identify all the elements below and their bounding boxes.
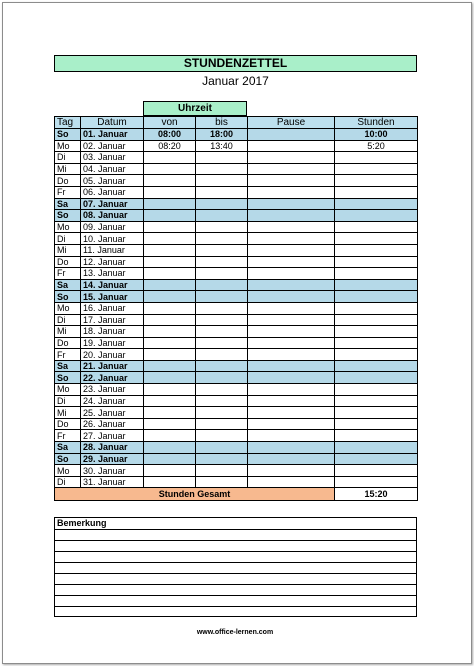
- date-cell: 12. Januar: [81, 256, 144, 268]
- table-row: [55, 314, 418, 326]
- to-time-cell[interactable]: [196, 326, 248, 338]
- date-cell: 14. Januar: [81, 279, 144, 291]
- from-time-cell[interactable]: [144, 302, 196, 314]
- table-row: [55, 349, 418, 361]
- table-row: [55, 198, 418, 210]
- date-cell: 10. Januar: [81, 233, 144, 245]
- to-time-cell[interactable]: [196, 279, 248, 291]
- total-label: Stunden Gesamt: [55, 488, 335, 501]
- hours-cell[interactable]: [335, 395, 418, 407]
- from-time-cell[interactable]: [144, 407, 196, 419]
- from-time-cell[interactable]: [144, 256, 196, 268]
- day-cell: Mo: [55, 384, 81, 396]
- hours-cell[interactable]: [335, 152, 418, 164]
- day-cell: Sa: [55, 279, 81, 291]
- table-row: [55, 256, 418, 268]
- to-time-cell[interactable]: [196, 349, 248, 361]
- date-cell: 18. Januar: [81, 326, 144, 338]
- table-row: [55, 418, 418, 430]
- date-cell: 17. Januar: [81, 314, 144, 326]
- day-cell: Do: [55, 418, 81, 430]
- day-cell: Mi: [55, 163, 81, 175]
- table-row: [55, 233, 418, 245]
- hours-cell[interactable]: [335, 326, 418, 338]
- day-cell: So: [55, 129, 81, 141]
- day-cell: Do: [55, 256, 81, 268]
- table-row: [55, 360, 418, 372]
- pause-cell[interactable]: [248, 453, 335, 465]
- pause-cell[interactable]: [248, 395, 335, 407]
- from-time-cell[interactable]: [144, 453, 196, 465]
- day-cell: Mo: [55, 302, 81, 314]
- hours-cell[interactable]: [335, 198, 418, 210]
- hours-cell[interactable]: 10:00: [335, 129, 418, 141]
- table-row: [55, 186, 418, 198]
- day-cell: Mi: [55, 326, 81, 338]
- table-row: [55, 337, 418, 349]
- sheet-title: STUNDENZETTEL: [54, 55, 417, 72]
- day-cell: Do: [55, 175, 81, 187]
- pause-cell[interactable]: [248, 442, 335, 454]
- day-cell: Fr: [55, 268, 81, 280]
- date-cell: 20. Januar: [81, 349, 144, 361]
- pause-cell[interactable]: [248, 360, 335, 372]
- table-row: [55, 279, 418, 291]
- table-row: [55, 326, 418, 338]
- to-time-cell[interactable]: [196, 442, 248, 454]
- hours-cell[interactable]: [335, 186, 418, 198]
- header-row: [55, 117, 418, 129]
- to-time-cell[interactable]: [196, 175, 248, 187]
- date-cell: 25. Januar: [81, 407, 144, 419]
- pause-cell[interactable]: [248, 314, 335, 326]
- remarks-line[interactable]: [55, 530, 416, 541]
- remarks-line[interactable]: [55, 596, 416, 607]
- to-time-cell[interactable]: [196, 395, 248, 407]
- from-time-cell[interactable]: [144, 349, 196, 361]
- hours-cell[interactable]: [335, 302, 418, 314]
- to-time-cell[interactable]: [196, 244, 248, 256]
- to-time-cell[interactable]: [196, 221, 248, 233]
- table-row: [55, 129, 418, 141]
- hours-cell[interactable]: [335, 256, 418, 268]
- to-time-cell[interactable]: 18:00: [196, 129, 248, 141]
- hours-cell[interactable]: [335, 268, 418, 280]
- from-time-cell[interactable]: [144, 233, 196, 245]
- date-cell: 13. Januar: [81, 268, 144, 280]
- date-cell: 06. Januar: [81, 186, 144, 198]
- to-time-cell[interactable]: [196, 291, 248, 303]
- from-time-cell[interactable]: 08:20: [144, 140, 196, 152]
- to-time-cell[interactable]: [196, 302, 248, 314]
- hours-cell[interactable]: [335, 279, 418, 291]
- col-header-datum: Datum: [81, 117, 144, 129]
- day-cell: So: [55, 210, 81, 222]
- day-cell: Di: [55, 152, 81, 164]
- table-row: [55, 291, 418, 303]
- day-cell: So: [55, 372, 81, 384]
- day-cell: Mi: [55, 407, 81, 419]
- date-cell: 15. Januar: [81, 291, 144, 303]
- date-cell: 09. Januar: [81, 221, 144, 233]
- date-cell: 26. Januar: [81, 418, 144, 430]
- date-cell: 27. Januar: [81, 430, 144, 442]
- table-row: [55, 302, 418, 314]
- date-cell: 08. Januar: [81, 210, 144, 222]
- date-cell: 28. Januar: [81, 442, 144, 454]
- from-time-cell[interactable]: [144, 268, 196, 280]
- total-row: [55, 488, 418, 501]
- pause-cell[interactable]: [248, 140, 335, 152]
- to-time-cell[interactable]: [196, 407, 248, 419]
- to-time-cell[interactable]: [196, 360, 248, 372]
- hours-cell[interactable]: [335, 465, 418, 477]
- pause-cell[interactable]: [248, 233, 335, 245]
- table-row: [55, 163, 418, 175]
- to-time-cell[interactable]: [196, 476, 248, 488]
- day-cell: Di: [55, 314, 81, 326]
- pause-cell[interactable]: [248, 418, 335, 430]
- hours-cell[interactable]: [335, 453, 418, 465]
- hours-cell[interactable]: [335, 360, 418, 372]
- to-time-cell[interactable]: [196, 152, 248, 164]
- from-time-cell[interactable]: [144, 337, 196, 349]
- from-time-cell[interactable]: [144, 244, 196, 256]
- from-time-cell[interactable]: [144, 186, 196, 198]
- table-row: [55, 453, 418, 465]
- pause-cell[interactable]: [248, 163, 335, 175]
- pause-cell[interactable]: [248, 129, 335, 141]
- pause-cell[interactable]: [248, 302, 335, 314]
- to-time-cell[interactable]: [196, 337, 248, 349]
- pause-cell[interactable]: [248, 244, 335, 256]
- hours-cell[interactable]: [335, 175, 418, 187]
- date-cell: 22. Januar: [81, 372, 144, 384]
- from-time-cell[interactable]: [144, 476, 196, 488]
- pause-cell[interactable]: [248, 430, 335, 442]
- pause-cell[interactable]: [248, 152, 335, 164]
- table-row: [55, 407, 418, 419]
- from-time-cell[interactable]: [144, 198, 196, 210]
- hours-cell[interactable]: [335, 407, 418, 419]
- date-cell: 16. Januar: [81, 302, 144, 314]
- col-header-stunden: Stunden: [335, 117, 418, 129]
- table-row: [55, 244, 418, 256]
- pause-cell[interactable]: [248, 384, 335, 396]
- to-time-cell[interactable]: [196, 465, 248, 477]
- day-cell: Di: [55, 476, 81, 488]
- timesheet-table: [54, 116, 418, 501]
- remarks-line[interactable]: [55, 541, 416, 552]
- to-time-cell[interactable]: [196, 210, 248, 222]
- pause-cell[interactable]: [248, 465, 335, 477]
- day-cell: Sa: [55, 442, 81, 454]
- remarks-box[interactable]: [54, 517, 417, 617]
- day-cell: So: [55, 291, 81, 303]
- to-time-cell[interactable]: [196, 314, 248, 326]
- date-cell: 31. Januar: [81, 476, 144, 488]
- date-cell: 24. Januar: [81, 395, 144, 407]
- to-time-cell[interactable]: [196, 163, 248, 175]
- pause-cell[interactable]: [248, 210, 335, 222]
- hours-cell[interactable]: [335, 221, 418, 233]
- from-time-cell[interactable]: [144, 418, 196, 430]
- from-time-cell[interactable]: [144, 395, 196, 407]
- pause-cell[interactable]: [248, 221, 335, 233]
- day-cell: Do: [55, 337, 81, 349]
- hours-cell[interactable]: [335, 418, 418, 430]
- to-time-cell[interactable]: [196, 256, 248, 268]
- remarks-line[interactable]: [55, 552, 416, 563]
- day-cell: Mo: [55, 221, 81, 233]
- table-row: [55, 210, 418, 222]
- day-cell: So: [55, 453, 81, 465]
- table-row: [55, 442, 418, 454]
- from-time-cell[interactable]: [144, 291, 196, 303]
- to-time-cell[interactable]: [196, 418, 248, 430]
- pause-cell[interactable]: [248, 326, 335, 338]
- remarks-line[interactable]: [55, 607, 416, 618]
- pause-cell[interactable]: [248, 198, 335, 210]
- hours-cell[interactable]: [335, 372, 418, 384]
- from-time-cell[interactable]: [144, 442, 196, 454]
- table-row: [55, 152, 418, 164]
- pause-cell[interactable]: [248, 476, 335, 488]
- month-heading: Januar 2017: [202, 74, 269, 88]
- col-header-tag: Tag: [55, 117, 81, 129]
- total-value[interactable]: 15:20: [335, 488, 418, 501]
- remarks-line[interactable]: [55, 585, 416, 596]
- day-cell: Sa: [55, 360, 81, 372]
- to-time-cell[interactable]: [196, 384, 248, 396]
- date-cell: 29. Januar: [81, 453, 144, 465]
- from-time-cell[interactable]: [144, 279, 196, 291]
- to-time-cell[interactable]: [196, 453, 248, 465]
- table-row: [55, 372, 418, 384]
- date-cell: 11. Januar: [81, 244, 144, 256]
- table-row: [55, 430, 418, 442]
- from-time-cell[interactable]: [144, 465, 196, 477]
- from-time-cell[interactable]: [144, 152, 196, 164]
- table-row: [55, 175, 418, 187]
- hours-cell[interactable]: 5:20: [335, 140, 418, 152]
- from-time-cell[interactable]: [144, 210, 196, 222]
- remarks-line[interactable]: [55, 563, 416, 574]
- pause-cell[interactable]: [248, 175, 335, 187]
- day-cell: Mo: [55, 465, 81, 477]
- table-row: [55, 384, 418, 396]
- from-time-cell[interactable]: [144, 372, 196, 384]
- hours-cell[interactable]: [335, 349, 418, 361]
- date-cell: 19. Januar: [81, 337, 144, 349]
- to-time-cell[interactable]: [196, 430, 248, 442]
- from-time-cell[interactable]: [144, 430, 196, 442]
- date-cell: 30. Januar: [81, 465, 144, 477]
- date-cell: 21. Januar: [81, 360, 144, 372]
- to-time-cell[interactable]: [196, 186, 248, 198]
- hours-cell[interactable]: [335, 337, 418, 349]
- table-row: [55, 140, 418, 152]
- pause-cell[interactable]: [248, 268, 335, 280]
- hours-cell[interactable]: [335, 291, 418, 303]
- from-time-cell[interactable]: [144, 314, 196, 326]
- col-header-pause: Pause: [248, 117, 335, 129]
- from-time-cell[interactable]: [144, 360, 196, 372]
- footer-url: www.office-lernen.com: [196, 629, 274, 636]
- date-cell: 01. Januar: [81, 129, 144, 141]
- date-cell: 03. Januar: [81, 152, 144, 164]
- date-cell: 05. Januar: [81, 175, 144, 187]
- table-row: [55, 221, 418, 233]
- date-cell: 02. Januar: [81, 140, 144, 152]
- date-cell: 04. Januar: [81, 163, 144, 175]
- table-row: [55, 476, 418, 488]
- from-time-cell[interactable]: [144, 326, 196, 338]
- uhrzeit-header: Uhrzeit: [143, 101, 247, 116]
- remarks-line[interactable]: [55, 574, 416, 585]
- day-cell: Di: [55, 233, 81, 245]
- pause-cell[interactable]: [248, 291, 335, 303]
- table-row: [55, 268, 418, 280]
- hours-cell[interactable]: [335, 442, 418, 454]
- day-cell: Di: [55, 395, 81, 407]
- day-cell: Fr: [55, 349, 81, 361]
- to-time-cell[interactable]: [196, 372, 248, 384]
- hours-cell[interactable]: [335, 384, 418, 396]
- col-header-von: von: [144, 117, 196, 129]
- day-cell: Mo: [55, 140, 81, 152]
- from-time-cell[interactable]: [144, 384, 196, 396]
- to-time-cell[interactable]: 13:40: [196, 140, 248, 152]
- day-cell: Mi: [55, 244, 81, 256]
- hours-cell[interactable]: [335, 163, 418, 175]
- hours-cell[interactable]: [335, 233, 418, 245]
- date-cell: 23. Januar: [81, 384, 144, 396]
- from-time-cell[interactable]: [144, 175, 196, 187]
- from-time-cell[interactable]: [144, 221, 196, 233]
- remarks-label: Bemerkung: [55, 518, 416, 530]
- pause-cell[interactable]: [248, 279, 335, 291]
- table-row: [55, 465, 418, 477]
- col-header-bis: bis: [196, 117, 248, 129]
- hours-cell[interactable]: [335, 210, 418, 222]
- pause-cell[interactable]: [248, 349, 335, 361]
- pause-cell[interactable]: [248, 186, 335, 198]
- to-time-cell[interactable]: [196, 233, 248, 245]
- table-row: [55, 395, 418, 407]
- date-cell: 07. Januar: [81, 198, 144, 210]
- to-time-cell[interactable]: [196, 198, 248, 210]
- pause-cell[interactable]: [248, 407, 335, 419]
- day-cell: Fr: [55, 186, 81, 198]
- pause-cell[interactable]: [248, 337, 335, 349]
- day-cell: Sa: [55, 198, 81, 210]
- hours-cell[interactable]: [335, 244, 418, 256]
- day-cell: Fr: [55, 430, 81, 442]
- hours-cell[interactable]: [335, 476, 418, 488]
- to-time-cell[interactable]: [196, 268, 248, 280]
- from-time-cell[interactable]: [144, 163, 196, 175]
- pause-cell[interactable]: [248, 256, 335, 268]
- hours-cell[interactable]: [335, 430, 418, 442]
- pause-cell[interactable]: [248, 372, 335, 384]
- hours-cell[interactable]: [335, 314, 418, 326]
- from-time-cell[interactable]: 08:00: [144, 129, 196, 141]
